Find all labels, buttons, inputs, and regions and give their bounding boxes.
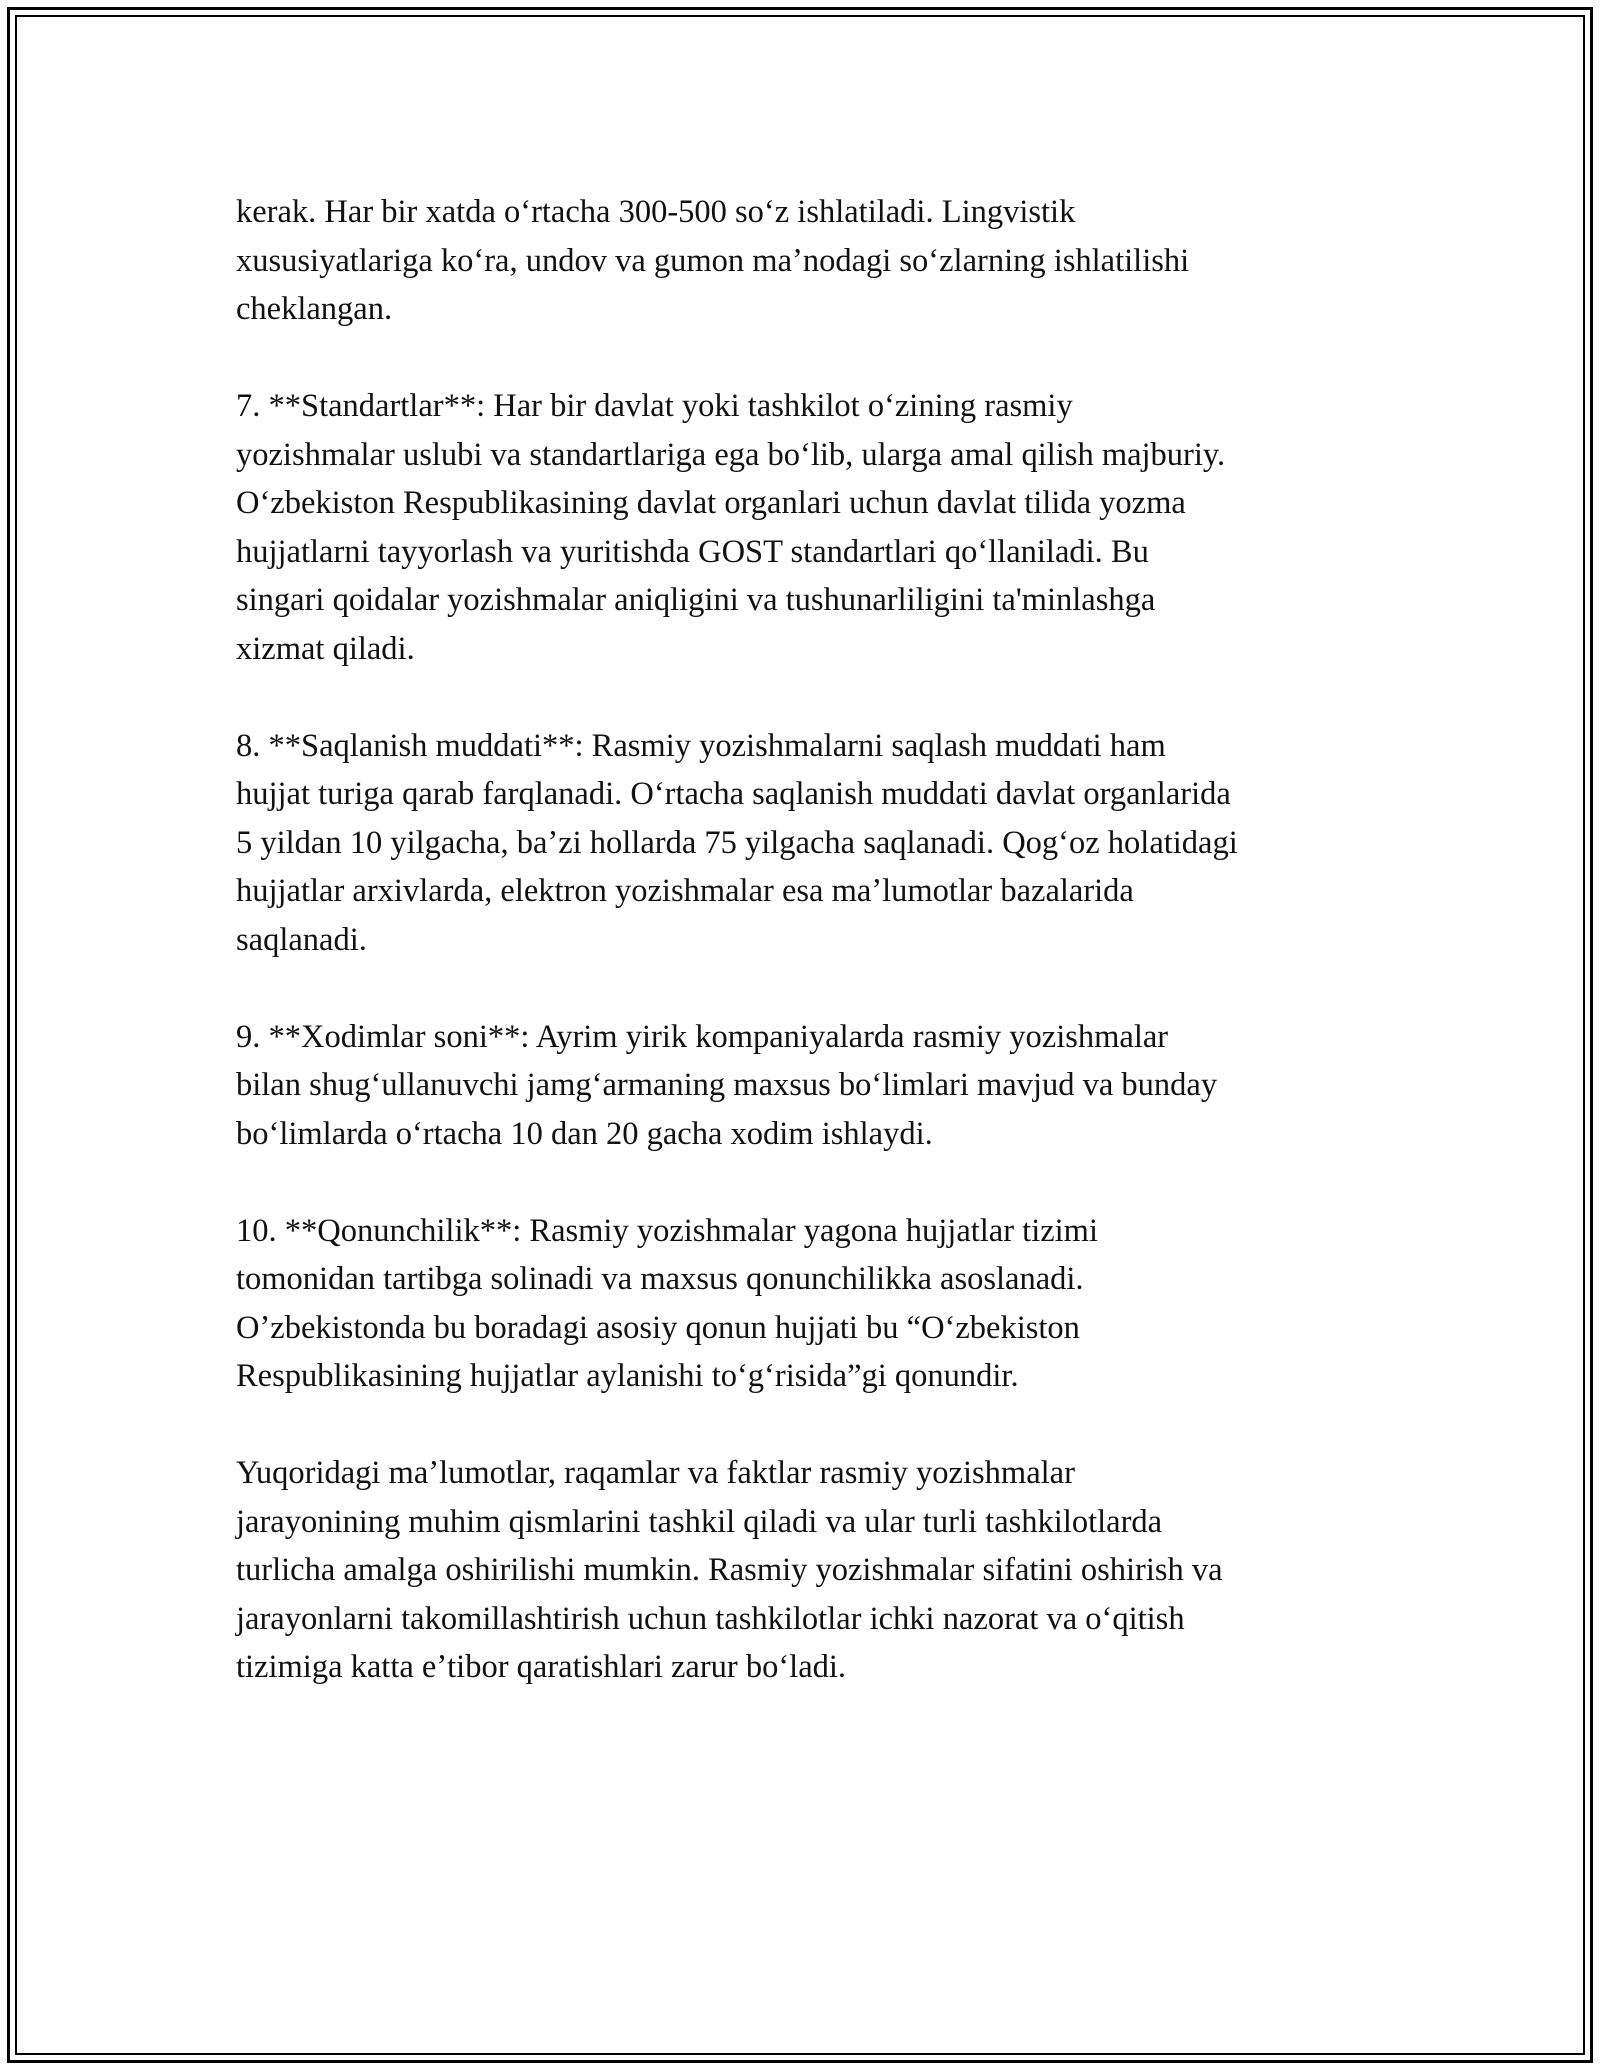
text-line: xususiyatlariga koʻra, undov va gumon maʼnodagi soʻzlarning ishlatilishi xyxy=(236,242,1190,279)
text-line: hujjat turiga qarab farqlanadi. Oʻrtacha saqlanish muddati davlat organlarida xyxy=(236,776,1231,812)
text-line: Respublikasining hujjatlar aylanishi toʻgʻrisida”gi qonundir. xyxy=(236,1358,1019,1394)
text-line: Oʼzbekistonda bu boradagi asosiy qonun hujjati bu “Oʻzbekiston xyxy=(236,1309,1080,1346)
text-line: bilan shugʻullanuvchi jamgʻarmaning maxsus boʻlimlari mavjud va bunday xyxy=(236,1067,1218,1103)
text-line: jarayonining muhim qismlarini tashkil qiladi va ular turli tashkilotlarda xyxy=(236,1503,1163,1540)
text-line: tomonidan tartibga solinadi va maxsus qonunchilikka asoslanadi. xyxy=(236,1261,1084,1297)
text-line: kerak. Har bir xatda oʻrtacha 300-500 soʻz ishlatiladi. Lingvistik xyxy=(236,194,1076,230)
document-page xyxy=(236,188,1376,1740)
text-line: yozishmalar uslubi va standartlariga ega boʻlib, ularga amal qilish majburiy. xyxy=(236,436,1226,473)
paragraph-item-10 xyxy=(236,1207,1376,1401)
text-line: tizimiga katta eʼtibor qaratishlari zarur boʻladi. xyxy=(236,1649,847,1685)
text-line: 8. **Saqlanish muddati**: Rasmiy yozishmalarni saqlash muddati ham xyxy=(236,727,1166,764)
text-line: 9. **Xodimlar soni**: Ayrim yirik kompaniyalarda rasmiy yozishmalar xyxy=(236,1018,1169,1055)
paragraph-intro-continuation xyxy=(236,188,1376,334)
text-line: turlicha amalga oshirilishi mumkin. Rasmiy yozishmalar sifatini oshirish va xyxy=(236,1552,1223,1588)
text-line: 5 yildan 10 yilgacha, baʼzi hollarda 75 yilgacha saqlanadi. Qogʻoz holatidagi xyxy=(236,824,1238,861)
text-line: saqlanadi. xyxy=(236,921,367,958)
text-line: Oʻzbekiston Respublikasining davlat organlari uchun davlat tilida yozma xyxy=(236,485,1186,521)
text-line: boʻlimlarda oʻrtacha 10 dan 20 gacha xodim ishlaydi. xyxy=(236,1115,933,1152)
text-line: hujjatlarni tayyorlash va yuritishda GOST standartlari qoʻllaniladi. Bu xyxy=(236,533,1149,570)
text-line: 7. **Standartlar**: Har bir davlat yoki tashkilot oʻzining rasmiy xyxy=(236,388,1073,424)
text-line: xizmat qiladi. xyxy=(236,630,415,667)
text-line: hujjatlar arxivlarda, elektron yozishmalar esa maʼlumotlar bazalarida xyxy=(236,873,1134,909)
paragraph-item-8 xyxy=(236,722,1376,965)
paragraph-conclusion xyxy=(236,1449,1376,1692)
paragraph-item-9 xyxy=(236,1013,1376,1159)
text-line: Yuqoridagi maʼlumotlar, raqamlar va faktlar rasmiy yozishmalar xyxy=(236,1455,1075,1491)
text-line: 10. **Qonunchilik**: Rasmiy yozishmalar yagona hujjatlar tizimi xyxy=(236,1212,1098,1249)
text-line: cheklangan. xyxy=(236,291,393,327)
text-line: jarayonlarni takomillashtirish uchun tashkilotlar ichki nazorat va oʻqitish xyxy=(236,1600,1185,1637)
paragraph-item-7 xyxy=(236,382,1376,673)
text-line: singari qoidalar yozishmalar aniqligini va tushunarliligini ta'minlashga xyxy=(236,582,1156,618)
